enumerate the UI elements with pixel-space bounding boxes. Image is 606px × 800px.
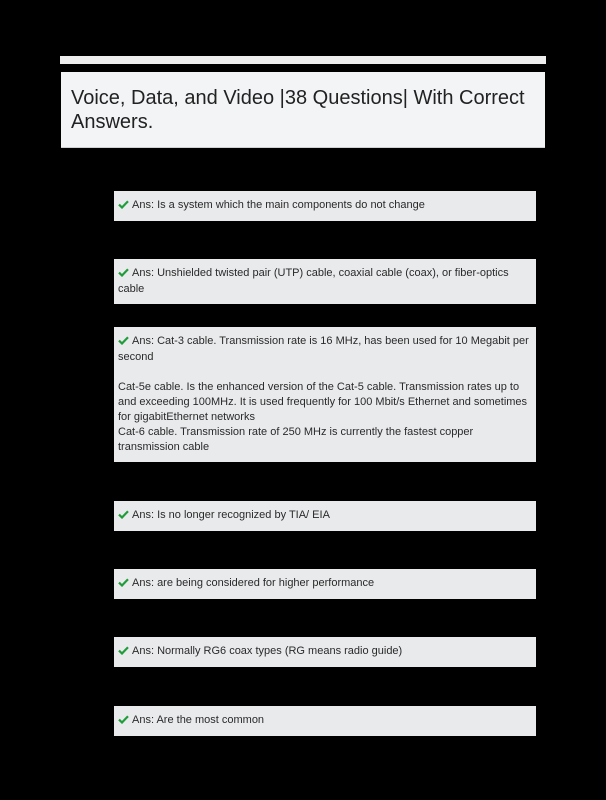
check-icon xyxy=(118,714,129,729)
check-icon xyxy=(118,335,129,350)
check-icon xyxy=(118,267,129,282)
answer-text: Ans: Are the most common xyxy=(132,714,265,726)
answer-box-2 xyxy=(114,259,536,304)
answer-line xyxy=(118,198,532,214)
answer-text: Ans: Unshielded twisted pair (UTP) cable, coaxial cable (coax), or fiber-optics cable xyxy=(118,267,509,295)
answer-box-4 xyxy=(114,501,536,531)
answer-box-6 xyxy=(114,637,536,667)
answer-line xyxy=(118,508,532,524)
answer-text: Ans: Normally RG6 coax types (RG means radio guide) xyxy=(132,645,403,657)
answer-line xyxy=(118,576,532,592)
title-box xyxy=(61,72,545,148)
answer-line: Cat-5e cable. Is the enhanced version of the Cat-5 cable. Transmission rates up to and exceeding 100MHz. It is used frequently for 100 Mbit/s Ethernet and sometimes for gigabitEthernet networks xyxy=(118,381,528,423)
answer-line: Cat-6 cable. Transmission rate of 250 MHz is currently the fastest copper transmission cable xyxy=(118,426,474,453)
answer-line xyxy=(118,713,532,729)
answer-line xyxy=(118,334,532,365)
check-icon xyxy=(118,577,129,592)
check-icon xyxy=(118,645,129,660)
answer-box-5 xyxy=(114,569,536,599)
answer-text: Ans: Cat-3 cable. Transmission rate is 16 MHz, has been used for 10 Megabit per second xyxy=(118,335,529,363)
answer-box-1 xyxy=(114,191,536,221)
top-divider xyxy=(60,56,546,64)
check-icon xyxy=(118,509,129,524)
answer-text: Ans: Is no longer recognized by TIA/ EIA xyxy=(132,509,330,521)
answer-box-7 xyxy=(114,706,536,736)
page-title: Voice, Data, and Video |38 Questions| With Correct Answers. xyxy=(71,87,525,133)
answer-text: Ans: are being considered for higher performance xyxy=(132,577,375,589)
answer-line xyxy=(118,644,532,660)
answer-box-3 xyxy=(114,327,536,462)
check-icon xyxy=(118,199,129,214)
answer-line xyxy=(118,266,532,297)
answer-text: Ans: Is a system which the main components do not change xyxy=(132,199,425,211)
